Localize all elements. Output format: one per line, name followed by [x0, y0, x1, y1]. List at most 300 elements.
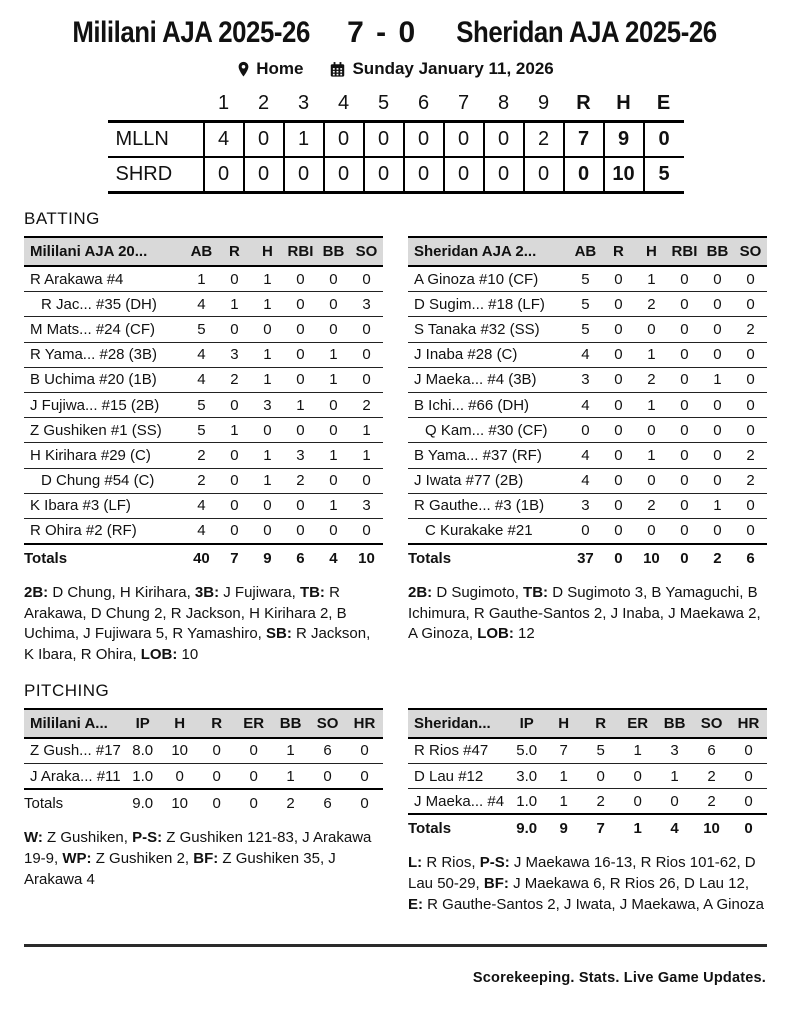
inning-score: 0 — [244, 157, 284, 193]
stat-value: 2 — [635, 292, 668, 317]
stat-value: 0 — [619, 789, 656, 815]
stat-value: 0 — [317, 266, 350, 292]
inning-score: 0 — [444, 157, 484, 193]
stat-value: 0 — [218, 518, 251, 544]
stat-value: 1 — [635, 342, 668, 367]
note-stat-label: LOB: — [140, 646, 178, 664]
totals-value: 6 — [734, 544, 767, 570]
stat-value: 5 — [569, 292, 602, 317]
player-row — [408, 518, 767, 544]
stat-value: 1 — [350, 443, 383, 468]
stat-value: 0 — [668, 367, 701, 392]
player-row — [408, 764, 767, 789]
totals-label: Totals — [408, 544, 569, 570]
stat-value: 0 — [635, 317, 668, 342]
stat-value: 0 — [317, 418, 350, 443]
date-label: Sunday January 11, 2026 — [352, 59, 554, 78]
note-stat-label: TB: — [299, 584, 325, 602]
stat-value: 1 — [218, 418, 251, 443]
stat-value: 0 — [734, 342, 767, 367]
player-row — [24, 342, 383, 367]
stat-value: 0 — [635, 468, 668, 493]
stat-value: 0 — [734, 493, 767, 518]
totals-value: 7 — [582, 814, 619, 840]
stat-value: 1 — [635, 443, 668, 468]
stat-value: 2 — [185, 443, 218, 468]
stat-column-header: ER — [235, 709, 272, 738]
pitching-away-column — [408, 708, 767, 916]
stat-value: 3 — [569, 367, 602, 392]
stat-value: 0 — [701, 317, 734, 342]
stat-value: 5 — [185, 317, 218, 342]
stat-value: 0 — [602, 493, 635, 518]
home-team-name: Mililani AJA 2025-26 — [72, 16, 310, 49]
player-row — [408, 418, 767, 443]
pitching-section — [0, 681, 791, 916]
inning-score: 0 — [524, 157, 564, 193]
batting-away-column — [408, 236, 767, 645]
runs-total: 7 — [564, 122, 604, 158]
stat-value: 0 — [668, 418, 701, 443]
player-name: B Ichi... #66 (DH) — [408, 392, 569, 417]
note-stat-label: BF: — [193, 849, 219, 867]
location-pin-icon — [237, 61, 250, 78]
team-abbr: MLLN — [115, 128, 169, 150]
stat-value: 3 — [218, 342, 251, 367]
team-header: Mililani AJA 20... — [24, 237, 185, 266]
stat-value: 5 — [185, 418, 218, 443]
player-row — [408, 317, 767, 342]
inning-score: 0 — [364, 122, 404, 158]
player-name: Q Kam... #30 (CF) — [408, 418, 569, 443]
player-name: R Yama... #28 (3B) — [24, 342, 185, 367]
stat-value: 1 — [251, 266, 284, 292]
inning-score: 0 — [444, 122, 484, 158]
linescore-corner — [108, 87, 204, 122]
stat-value: 0 — [198, 764, 235, 790]
player-name: B Yama... #37 (RF) — [408, 443, 569, 468]
stat-column-header: H — [161, 709, 198, 738]
pitching-home-table — [24, 708, 383, 815]
stat-value: 0 — [251, 317, 284, 342]
note-stat-label: P-S: — [479, 854, 510, 872]
totals-value: 2 — [701, 544, 734, 570]
player-row — [24, 317, 383, 342]
stat-value: 3 — [569, 493, 602, 518]
note-stat-label: W: — [24, 829, 43, 847]
stat-value: 0 — [602, 266, 635, 292]
player-name: M Mats... #24 (CF) — [24, 317, 185, 342]
stat-value: 0 — [235, 738, 272, 764]
stat-value: 0 — [218, 468, 251, 493]
stat-value: 1 — [317, 342, 350, 367]
player-row — [24, 468, 383, 493]
stat-value: 1 — [656, 764, 693, 789]
note-stat-label: L: — [408, 854, 423, 872]
inning-score: 0 — [484, 122, 524, 158]
stat-value: 3 — [251, 392, 284, 417]
pitching-home-notes: W: Z Gushiken, P-S: Z Gushiken 121-83, J Arakawa 19-9, WP: Z Gushiken 2, BF: Z Gushiken 35, J Arakawa 4 — [24, 829, 372, 888]
stat-value: 4 — [185, 367, 218, 392]
stat-value: 0 — [218, 392, 251, 417]
player-row — [408, 266, 767, 292]
stat-value: 1 — [185, 266, 218, 292]
totals-value: 0 — [730, 814, 767, 840]
stat-value: 0 — [602, 443, 635, 468]
stat-value: 1 — [545, 764, 582, 789]
stat-value: 0 — [734, 418, 767, 443]
inning-header: 4 — [337, 92, 350, 114]
hits-total: 9 — [604, 122, 644, 158]
player-row — [408, 342, 767, 367]
stat-value: 0 — [350, 518, 383, 544]
totals-value: 6 — [309, 789, 346, 815]
linescore-table — [108, 87, 684, 194]
stat-value: 0 — [602, 418, 635, 443]
stat-value: 2 — [350, 392, 383, 417]
stat-value: 0 — [635, 418, 668, 443]
stat-column-header: HR — [346, 709, 383, 738]
stat-value: 0 — [734, 292, 767, 317]
totals-label: Totals — [24, 789, 124, 815]
stat-value: 4 — [185, 292, 218, 317]
totals-value: 0 — [235, 789, 272, 815]
stat-value: 0 — [602, 392, 635, 417]
stat-value: 5 — [569, 266, 602, 292]
stat-value: 1 — [272, 764, 309, 790]
inning-score: 0 — [244, 122, 284, 158]
stat-value: 0 — [701, 518, 734, 544]
stat-value: 0 — [350, 342, 383, 367]
inning-score: 0 — [484, 157, 524, 193]
stat-value: 3 — [350, 493, 383, 518]
stat-value: 7 — [545, 738, 582, 764]
stat-value: 1.0 — [508, 789, 545, 815]
stat-value: 0 — [251, 493, 284, 518]
note-stat-label: E: — [408, 895, 423, 913]
note-stat-label: SB: — [266, 625, 292, 643]
stat-value: 1 — [635, 392, 668, 417]
hits-total: 10 — [604, 157, 644, 193]
stat-value: 0 — [701, 342, 734, 367]
totals-row — [24, 544, 383, 570]
rhe-header: H — [616, 92, 631, 114]
inning-score: 0 — [364, 157, 404, 193]
player-row — [408, 292, 767, 317]
stat-column-header: H — [545, 709, 582, 738]
stat-column-header: HR — [730, 709, 767, 738]
stat-value: 0 — [284, 342, 317, 367]
runs-total: 0 — [564, 157, 604, 193]
player-row — [408, 789, 767, 815]
player-name: D Lau #12 — [408, 764, 508, 789]
stat-value: 1 — [619, 738, 656, 764]
linescore-row — [108, 122, 684, 158]
errors-total: 0 — [644, 122, 684, 158]
note-stat-label: P-S: — [132, 829, 163, 847]
linescore-header-row — [108, 87, 684, 122]
stat-value: 0 — [701, 468, 734, 493]
stats-header-row — [24, 709, 383, 738]
stat-value: 4 — [185, 493, 218, 518]
player-name: B Uchima #20 (1B) — [24, 367, 185, 392]
note-stat-label: BF: — [483, 875, 509, 893]
stat-value: 1 — [350, 418, 383, 443]
totals-value: 10 — [161, 789, 198, 815]
note-stat-label: 2B: — [24, 584, 49, 602]
stat-value: 0 — [701, 266, 734, 292]
stat-value: 0 — [569, 518, 602, 544]
player-row — [24, 266, 383, 292]
player-row — [24, 518, 383, 544]
inning-header: 3 — [297, 92, 310, 114]
player-row — [24, 392, 383, 417]
stat-value: 0 — [317, 292, 350, 317]
stat-value: 0 — [350, 266, 383, 292]
team-abbr: SHRD — [115, 163, 173, 185]
player-row — [408, 493, 767, 518]
stat-value: 0 — [701, 443, 734, 468]
player-name: K Ibara #3 (LF) — [24, 493, 185, 518]
player-name: J Maeka... #4 (3B) — [408, 367, 569, 392]
inning-header: 9 — [537, 92, 550, 114]
inning-header: 5 — [377, 92, 390, 114]
batting-home-table — [24, 236, 383, 570]
stat-column-header: AB — [569, 237, 602, 266]
batting-away-table — [408, 236, 767, 570]
stat-column-header: BB — [701, 237, 734, 266]
stat-value: 3 — [350, 292, 383, 317]
totals-value: 6 — [284, 544, 317, 570]
totals-value: 10 — [635, 544, 668, 570]
stat-value: 0 — [235, 764, 272, 790]
stat-value: 4 — [185, 518, 218, 544]
stats-header-row — [408, 237, 767, 266]
player-name: A Ginoza #10 (CF) — [408, 266, 569, 292]
stat-column-header: BB — [317, 237, 350, 266]
player-name: J Maeka... #4 — [408, 789, 508, 815]
stat-column-header: BB — [656, 709, 693, 738]
stat-value: 0 — [602, 468, 635, 493]
stat-value: 1 — [251, 367, 284, 392]
pitching-away-table — [408, 708, 767, 841]
stat-value: 0 — [602, 292, 635, 317]
totals-label: Totals — [24, 544, 185, 570]
stat-value: 1 — [218, 292, 251, 317]
totals-row — [24, 789, 383, 815]
stat-value: 1 — [272, 738, 309, 764]
note-stat-label: 3B: — [194, 584, 220, 602]
stat-value: 4 — [569, 342, 602, 367]
stat-value: 5 — [185, 392, 218, 417]
stat-value: 4 — [569, 443, 602, 468]
pitching-section-label: PITCHING — [24, 680, 110, 700]
stat-value: 0 — [668, 443, 701, 468]
stat-value: 0 — [668, 292, 701, 317]
stat-value: 4 — [185, 342, 218, 367]
away-team-name: Sheridan AJA 2025-26 — [456, 16, 717, 49]
totals-value: 1 — [619, 814, 656, 840]
player-row — [24, 493, 383, 518]
totals-value: 9.0 — [508, 814, 545, 840]
player-row — [408, 468, 767, 493]
player-name: J Araka... #11 — [24, 764, 124, 790]
stat-column-header: IP — [508, 709, 545, 738]
game-date — [329, 59, 553, 79]
stat-column-header: SO — [734, 237, 767, 266]
player-name: Z Gushiken #1 (SS) — [24, 418, 185, 443]
stat-value: 0 — [668, 317, 701, 342]
stat-value: 4 — [569, 468, 602, 493]
player-row — [408, 392, 767, 417]
stat-value: 0 — [218, 443, 251, 468]
player-name: J Iwata #77 (2B) — [408, 468, 569, 493]
totals-value: 37 — [569, 544, 602, 570]
stat-value: 0 — [602, 317, 635, 342]
inning-score: 0 — [404, 157, 444, 193]
note-stat-label: TB: — [523, 584, 549, 602]
stat-value: 0 — [668, 392, 701, 417]
stat-value: 3.0 — [508, 764, 545, 789]
stat-value: 0 — [602, 342, 635, 367]
player-name: S Tanaka #32 (SS) — [408, 317, 569, 342]
batting-home-column — [24, 236, 383, 666]
inning-score: 1 — [284, 122, 324, 158]
stat-column-header: H — [635, 237, 668, 266]
rhe-header: R — [576, 92, 591, 114]
stat-value: 2 — [734, 317, 767, 342]
player-row — [408, 443, 767, 468]
totals-value: 4 — [317, 544, 350, 570]
stat-column-header: R — [582, 709, 619, 738]
stat-value: 0 — [161, 764, 198, 790]
totals-label: Totals — [408, 814, 508, 840]
stat-value: 0 — [635, 518, 668, 544]
stat-value: 1 — [545, 789, 582, 815]
pitching-home-column — [24, 708, 383, 890]
totals-value: 2 — [272, 789, 309, 815]
totals-value: 9.0 — [124, 789, 161, 815]
stat-value: 0 — [317, 518, 350, 544]
stat-value: 0 — [701, 392, 734, 417]
player-row — [24, 292, 383, 317]
stat-value: 2 — [582, 789, 619, 815]
player-name: Z Gush... #17 — [24, 738, 124, 764]
stat-value: 0 — [284, 367, 317, 392]
totals-value: 40 — [185, 544, 218, 570]
player-row — [408, 738, 767, 764]
player-name: R Gauthe... #3 (1B) — [408, 493, 569, 518]
player-name: D Sugim... #18 (LF) — [408, 292, 569, 317]
player-name: C Kurakake #21 — [408, 518, 569, 544]
stat-value: 0 — [730, 764, 767, 789]
stat-value: 1 — [251, 468, 284, 493]
stat-value: 2 — [218, 367, 251, 392]
note-stat-label: LOB: — [477, 625, 514, 643]
stat-value: 0 — [734, 392, 767, 417]
footer-tagline: Scorekeeping. Stats. Live Game Updates. — [472, 970, 766, 986]
stat-value: 0 — [668, 518, 701, 544]
stat-value: 2 — [635, 367, 668, 392]
stat-value: 0 — [251, 518, 284, 544]
inning-score: 0 — [284, 157, 324, 193]
game-meta — [0, 59, 791, 79]
stat-value: 1 — [317, 367, 350, 392]
stats-header-row — [408, 709, 767, 738]
stat-value: 4 — [569, 392, 602, 417]
stat-value: 0 — [284, 518, 317, 544]
player-row — [24, 764, 383, 790]
note-stat-label: WP: — [62, 849, 92, 867]
stat-value: 1 — [284, 392, 317, 417]
team-header: Mililani A... — [24, 709, 124, 738]
stat-column-header: ER — [619, 709, 656, 738]
rhe-header: E — [656, 92, 671, 114]
stat-value: 0 — [284, 292, 317, 317]
stat-value: 0 — [284, 493, 317, 518]
stat-value: 2 — [693, 789, 730, 815]
stat-value: 0 — [317, 468, 350, 493]
batting-section-label: BATTING — [24, 209, 100, 228]
stat-column-header: SO — [693, 709, 730, 738]
stat-value: 2 — [635, 493, 668, 518]
player-row — [24, 738, 383, 764]
stat-value: 0 — [619, 764, 656, 789]
player-row — [408, 367, 767, 392]
stat-value: 0 — [730, 738, 767, 764]
linescore-row — [108, 157, 684, 193]
stat-value: 0 — [346, 738, 383, 764]
stat-value: 0 — [309, 764, 346, 790]
totals-row — [408, 814, 767, 840]
stat-value: 2 — [693, 764, 730, 789]
stat-column-header: BB — [272, 709, 309, 738]
stat-value: 1 — [251, 292, 284, 317]
stat-column-header: RBI — [668, 237, 701, 266]
team-header: Sheridan AJA 2... — [408, 237, 569, 266]
totals-value: 10 — [693, 814, 730, 840]
inning-score: 0 — [324, 157, 364, 193]
inning-header: 8 — [497, 92, 510, 114]
stat-value: 0 — [350, 468, 383, 493]
totals-value: 7 — [218, 544, 251, 570]
totals-value: 0 — [346, 789, 383, 815]
game-location — [237, 59, 303, 79]
location-label: Home — [256, 59, 304, 78]
totals-row — [408, 544, 767, 570]
stat-column-header: AB — [185, 237, 218, 266]
player-name: R Jac... #35 (DH) — [24, 292, 185, 317]
batting-home-notes: 2B: D Chung, H Kirihara, 3B: J Fujiwara, TB: R Arakawa, D Chung 2, R Jackson, H Kirihara 2, B Uchima, J Fujiwara 5, R Yamashiro, SB: R Jackson, K Ibara, R Ohira, LOB: 10 — [24, 584, 371, 664]
stat-value: 0 — [582, 764, 619, 789]
stat-column-header: R — [198, 709, 235, 738]
stat-value: 0 — [218, 317, 251, 342]
player-name: H Kirihara #29 (C) — [24, 443, 185, 468]
player-name: J Fujiwa... #15 (2B) — [24, 392, 185, 417]
stat-value: 1 — [317, 493, 350, 518]
player-name: D Chung #54 (C) — [24, 468, 185, 493]
stat-value: 0 — [730, 789, 767, 815]
stat-value: 0 — [734, 266, 767, 292]
stat-value: 3 — [284, 443, 317, 468]
stat-value: 1 — [635, 266, 668, 292]
stat-value: 6 — [309, 738, 346, 764]
stat-column-header: SO — [309, 709, 346, 738]
stat-value: 0 — [602, 367, 635, 392]
stat-value: 0 — [284, 266, 317, 292]
stat-value: 0 — [251, 418, 284, 443]
stat-value: 5 — [582, 738, 619, 764]
